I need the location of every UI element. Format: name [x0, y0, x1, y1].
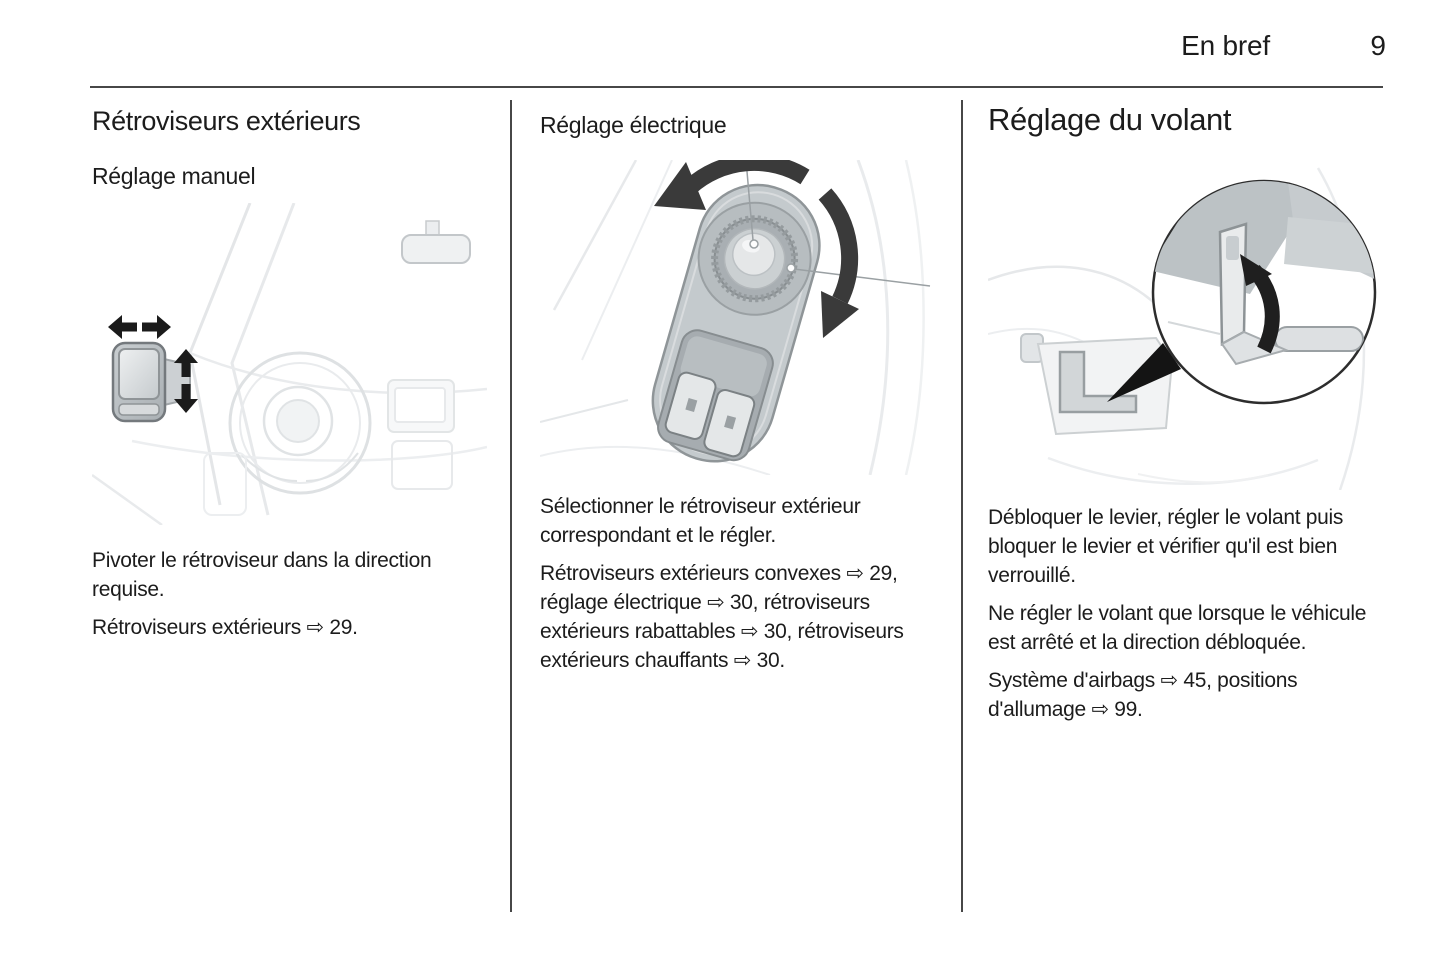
column-heading: Réglage du volant — [988, 102, 1232, 137]
lever-handle-bar — [1275, 327, 1363, 351]
header-section-title: En bref — [1181, 30, 1270, 61]
column-heading: Rétroviseurs extérieurs — [92, 106, 361, 136]
column-shroud — [1038, 338, 1172, 434]
column-divider-1 — [510, 100, 512, 912]
paragraph: Débloquer le levier, régler le volant puis bloquer le levier et vérifier qu'il est bien verrouillé. — [988, 506, 1344, 587]
column-text — [540, 492, 932, 684]
column-divider-2 — [961, 100, 963, 912]
steering-column-drawing — [988, 162, 1385, 490]
mirror-glass — [119, 349, 159, 399]
callout-line-right-position — [794, 269, 930, 286]
manual-mirror-illustration — [92, 203, 487, 525]
paragraph: Sélectionner le rétroviseur extérieur correspondant et le régler. — [540, 495, 861, 547]
van-cockpit-drawing — [92, 203, 487, 525]
electric-mirror-control-illustration — [540, 160, 932, 475]
door-panel-drawing — [540, 160, 932, 475]
column-subheading: Réglage manuel — [92, 163, 256, 189]
rearview-mirror — [402, 235, 470, 263]
paragraph-with-reference: Rétroviseurs extérieurs ⇨ 29. — [92, 616, 358, 639]
paragraph-with-reference: Rétroviseurs extérieurs convexes ⇨ 29, réglage électrique ⇨ 30, rétroviseurs extérieurs rabattables ⇨ 30, rétroviseurs extérieurs chauffants ⇨ 30. — [540, 562, 904, 672]
column-text — [988, 503, 1385, 733]
door-control-pod — [639, 171, 834, 475]
column-steering-wheel-adjustment — [988, 0, 1385, 965]
steering-adjustment-illustration — [988, 162, 1385, 490]
paragraph: Ne régler le volant que lorsque le véhicule est arrêté et la direction débloquée. — [988, 602, 1367, 654]
paragraph-with-reference: Système d'airbags ⇨ 45, positions d'allumage ⇨ 99. — [988, 669, 1298, 721]
dashboard-edge-line — [132, 441, 487, 461]
column-subheading: Réglage électrique — [540, 112, 727, 138]
column-text — [92, 546, 487, 651]
column-exterior-mirrors — [92, 0, 487, 965]
magnified-lever-detail — [1088, 162, 1385, 364]
page-number: 9 — [1370, 30, 1386, 61]
paragraph: Pivoter le rétroviseur dans la direction requise. — [92, 549, 432, 601]
horizontal-double-arrow-icon — [108, 315, 171, 339]
column-electric-mirror-adjustment — [540, 0, 932, 965]
